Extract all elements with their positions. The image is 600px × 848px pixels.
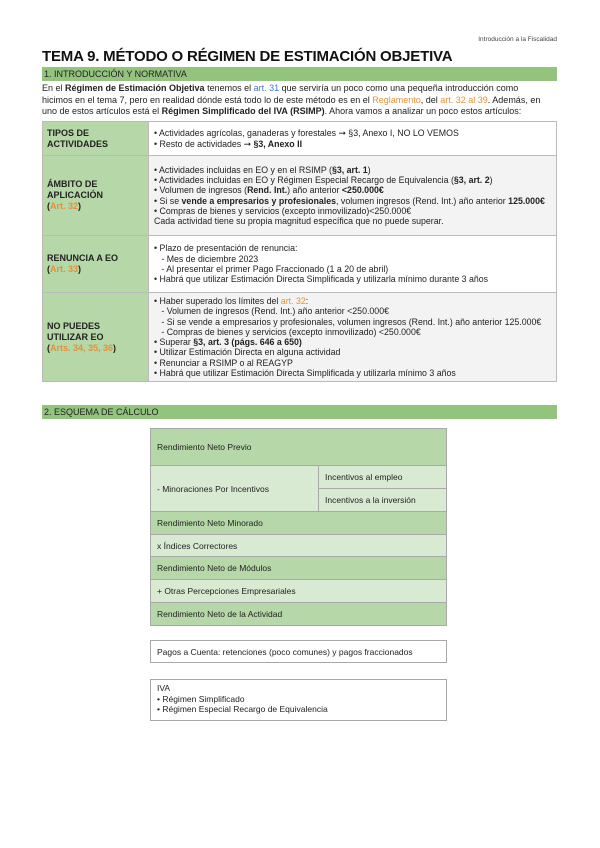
row-key [43, 293, 149, 382]
text-line [154, 337, 552, 347]
text-segment: • Haber superado los límites del [154, 296, 281, 306]
text-line [47, 139, 144, 150]
text-segment: ) [367, 164, 371, 175]
text-line [154, 368, 552, 378]
text-segment: APLICACIÓN [47, 190, 103, 200]
table-row-renuncia [43, 236, 557, 293]
text-line [154, 165, 552, 175]
text-segment: §3, art. 3 (págs. 646 a 650) [193, 337, 302, 348]
text-line [154, 264, 552, 274]
text-line [154, 185, 552, 195]
text-line [154, 175, 552, 185]
text-segment: - Si se vende a empresarios y profesionales, volumen ingresos (Rend. Int.) año anterior 125.000€ [154, 316, 542, 327]
text-segment: 125.000€ [508, 195, 545, 206]
text-segment: uno de estos artículos está el [42, 106, 162, 117]
text-segment: ) [78, 201, 82, 211]
text-segment: - Mes de diciembre 2023 [154, 253, 259, 264]
text-segment: , volumen ingresos (Rend. Int.) año anterior [336, 195, 509, 206]
text-line [47, 179, 144, 190]
text-line [154, 347, 552, 357]
text-segment: • Resto de actividades ➞ [154, 138, 254, 149]
text-line [47, 321, 144, 332]
text-segment: • Utilizar Estimación Directa en alguna actividad [154, 347, 341, 358]
table-row-tipos [43, 122, 557, 156]
text-segment: ACTIVIDADES [47, 138, 109, 149]
intro-paragraph [42, 83, 562, 118]
table-row-ambito [43, 156, 557, 236]
text-line [154, 243, 552, 253]
reference-link: Art. 33 [50, 264, 79, 274]
text-segment: TIPOS DE [47, 127, 90, 138]
text-line [47, 264, 144, 275]
text-segment: • Si se [154, 195, 182, 206]
text-segment: • Actividades incluidas en EO y Régimen Especial Recargo de Equivalencia ( [154, 174, 454, 185]
reference-link: art. 32 [280, 296, 306, 306]
reference-link: Arts. 34, 35, 36 [50, 342, 114, 353]
running-header: Introducción a la Fiscalidad [478, 36, 557, 43]
text-line [154, 327, 552, 337]
text-line [154, 358, 552, 368]
text-line [154, 196, 552, 206]
row-key [43, 236, 149, 293]
text-line [42, 95, 562, 107]
text-segment: §3, Anexo II [253, 138, 303, 149]
text-segment: Rend. Int. [247, 185, 288, 196]
text-segment: §3, art. 2 [453, 174, 490, 185]
text-segment: • Habrá que utilizar Estimación Directa Simplificada y utilizarla mínimo 3 años [154, 368, 456, 379]
row-key [43, 122, 149, 156]
text-line [154, 254, 552, 264]
text-segment: Régimen de Estimación Objetiva [65, 83, 205, 93]
payments-box: Pagos a Cuenta: retenciones (poco comunes) y pagos fraccionados [150, 640, 447, 663]
text-segment: vende a empresarios y profesionales [181, 195, 337, 206]
text-segment: • Plazo de presentación de renuncia: [154, 243, 298, 254]
text-segment: UTILIZAR EO [47, 331, 104, 342]
text-segment: <250.000€ [341, 185, 384, 196]
calculation-scheme [150, 428, 447, 626]
row-key [43, 156, 149, 236]
text-segment: , del [420, 94, 441, 105]
text-line [154, 296, 552, 306]
text-segment: . Ahora vamos a analizar un poco estos artículos: [324, 106, 522, 117]
page-title: TEMA 9. MÉTODO O RÉGIMEN DE ESTIMACIÓN OBJETIVA [42, 48, 453, 65]
text-segment: ( [47, 201, 50, 211]
text-segment: ) año anterior [287, 185, 342, 196]
reference-link: art. 32 al 39 [440, 94, 488, 105]
text-segment: RENUNCIA A EO [47, 253, 119, 263]
table-row-no-puedes [43, 293, 557, 382]
text-segment: - Al presentar el primer Pago Fraccionado (1 a 20 de abril) [154, 264, 389, 274]
text-line [47, 332, 144, 343]
scheme-row-minoraciones: - Minoraciones Por Incentivos [151, 466, 319, 512]
reference-link: Reglamento [372, 94, 421, 105]
iva-box [150, 679, 447, 721]
row-content [149, 236, 557, 293]
reference-link: art. 31 [253, 83, 280, 93]
text-segment: • Superar [154, 337, 194, 348]
text-segment: ) [78, 264, 82, 274]
text-segment: ( [47, 342, 50, 353]
text-line [154, 216, 552, 226]
text-segment: tenemos el [204, 83, 254, 93]
text-segment: hicimos en el tema 7, pero en realidad dónde está todo lo de este método es en el [42, 94, 373, 105]
text-segment: . Además, en [487, 94, 541, 105]
scheme-row-indices: x Índices Correctores [151, 535, 447, 557]
iva-item: • Régimen Especial Recargo de Equivalencia [157, 704, 328, 714]
text-line [154, 128, 552, 138]
text-segment: • Volumen de ingresos ( [154, 185, 248, 196]
text-segment: ) [489, 174, 493, 185]
text-segment: - Compras de bienes y servicios (excepto inmovilizado) <250.000€ [154, 326, 421, 337]
text-line [42, 106, 562, 118]
row-content [149, 156, 557, 236]
text-segment: Cada actividad tiene su propia magnitud específica que no puede superar. [154, 216, 444, 227]
text-segment: NO PUEDES [47, 320, 101, 331]
text-segment: : [305, 296, 309, 306]
text-line [154, 274, 552, 284]
scheme-row-rn-minorado: Rendimiento Neto Minorado [151, 512, 447, 535]
iva-title: IVA [157, 683, 171, 693]
scheme-row-otras-percepciones: + Otras Percepciones Empresariales [151, 580, 447, 603]
text-segment: ) [113, 342, 117, 353]
scheme-row-rn-previo: Rendimiento Neto Previo [151, 429, 447, 466]
text-segment: • Renunciar a RSIMP o al REAGYP [154, 357, 293, 368]
text-line [154, 306, 552, 316]
row-content [149, 293, 557, 382]
section-heading-introduccion: 1. INTRODUCCIÓN Y NORMATIVA [42, 67, 557, 81]
text-line [154, 139, 552, 149]
text-segment: • Actividades agrícolas, ganaderas y forestales ➞ §3, Anexo I, NO LO VEMOS [154, 128, 459, 139]
scheme-sub-incentivos-inversion: Incentivos a la inversión [319, 489, 447, 512]
text-line [154, 206, 552, 216]
text-segment: que serviría un poco como una pequeña introducción como [279, 83, 519, 93]
scheme-row-rn-modulos: Rendimiento Neto de Módulos [151, 557, 447, 580]
text-segment: • Actividades incluidas en EO y en el RSIMP ( [154, 164, 332, 175]
scheme-row-rn-actividad: Rendimiento Neto de la Actividad [151, 603, 447, 626]
text-segment: • Compras de bienes y servicios (excepto inmovilizado)<250.000€ [154, 205, 412, 216]
text-line [47, 201, 144, 212]
text-line [42, 83, 562, 95]
text-segment: ÁMBITO DE [47, 179, 98, 189]
row-content [149, 122, 557, 156]
summary-table [42, 121, 557, 382]
text-segment: • Habrá que utilizar Estimación Directa Simplificada y utilizarla mínimo durante 3 años [154, 274, 489, 285]
iva-item: • Régimen Simplificado [157, 693, 245, 704]
text-line [47, 253, 144, 264]
text-line [47, 343, 144, 354]
text-segment: §3, art. 1 [331, 164, 368, 175]
section-heading-esquema: 2. ESQUEMA DE CÁLCULO [42, 405, 557, 419]
text-segment: ( [47, 264, 50, 274]
reference-link: Art. 32 [50, 201, 79, 211]
scheme-sub-incentivos-empleo: Incentivos al empleo [319, 466, 447, 489]
text-segment: - Volumen de ingresos (Rend. Int.) año anterior <250.000€ [154, 306, 389, 317]
text-line [47, 128, 144, 139]
text-line [47, 190, 144, 201]
text-segment: En el [42, 83, 66, 93]
text-line [154, 317, 552, 327]
text-segment: Régimen Simplificado del IVA (RSIMP) [161, 106, 325, 117]
